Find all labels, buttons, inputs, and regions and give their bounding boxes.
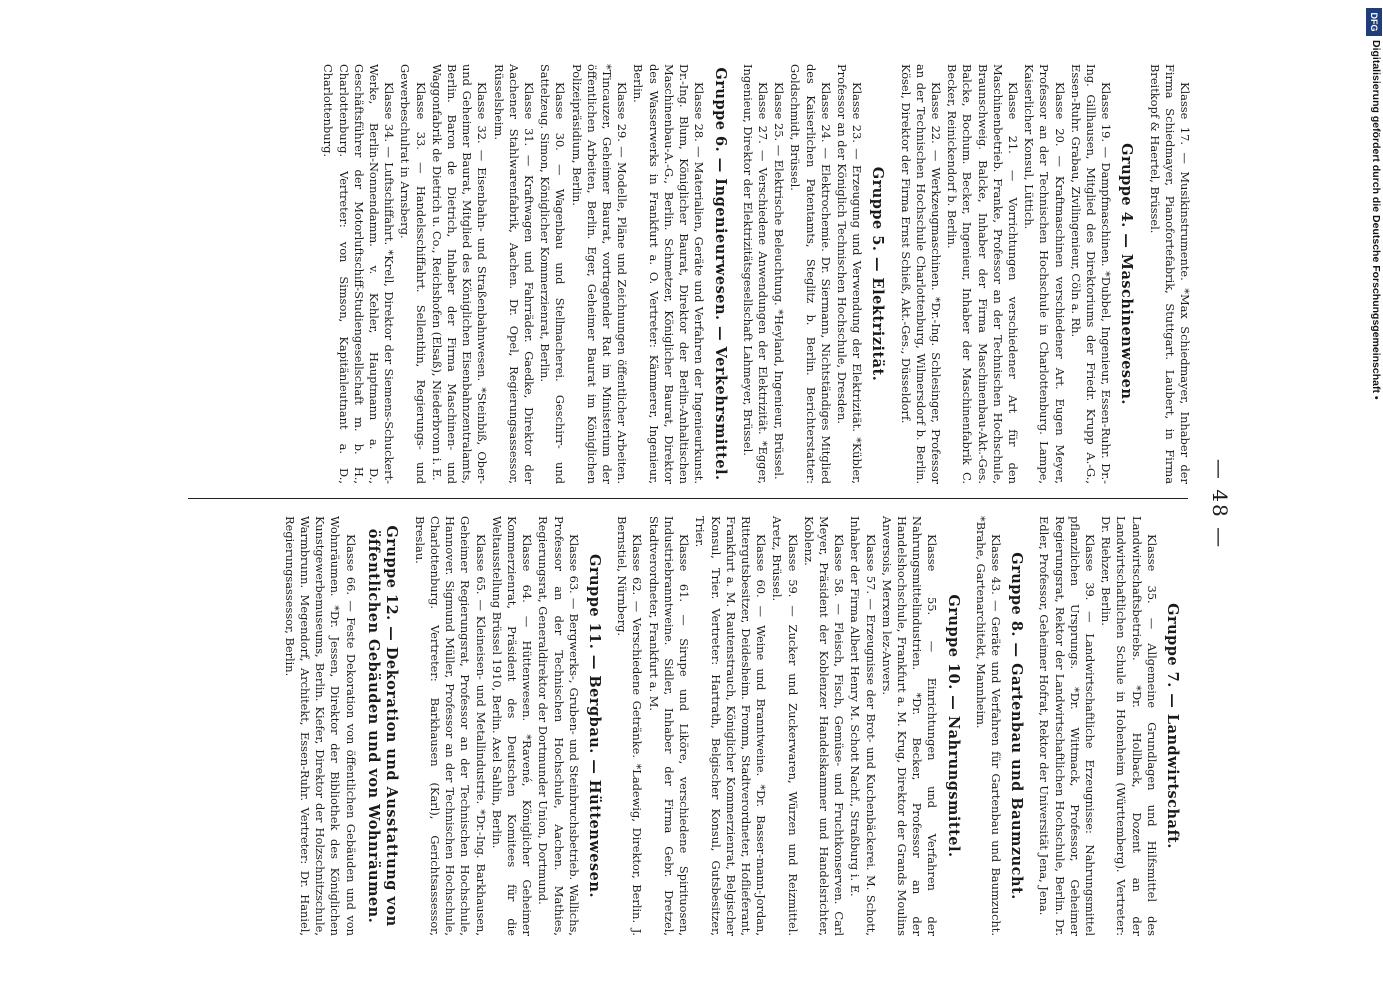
klasse-paragraph: Klasse 27. — Verschiedene Anwendungen der Elektrizität. *Egger, Ingenieur, Direktor der Elektrizitätsgesellschaft Lahmeyer, Brüssel. [740,64,770,484]
dfg-logo: DFG [1366,8,1382,36]
klasse-paragraph: Klasse 66. — Feste Dekoration von öffentlichen Gebäuden und von Wohnräumen. *Dr. Jessen, Direktor der Bibliothek des Königlichen Kunstgewerbemuseums, Berlin. Kiefer, Direktor der Holzschnitzschule, Warmbrunn. Megendorf, Architekt, Essen-Ruhr. Vertreter: Dr. Haniel, Regierungsassessor, Berlin. [282,516,358,936]
klasse-paragraph: Klasse 34. — Luftschiffahrt. *Krell, Direktor der Siemens-Schuckert-Werke, Berlin-Nonnendamm. v. Kehler, Hauptmann a. D., Geschäftsführer der Motorluftschiff-Studiengesellschaft m. b. H., Charlottenburg. Vertreter: von Simson, Kapitänleutnant a. D., Charlottenburg. [321,64,397,484]
group-heading: Gruppe 7. — Landwirtschaft. [1164,603,1181,849]
klasse-paragraph: Klasse 23. — Erzeugung und Verwendung der Elektrizität. *Kübler, Professor an der Königlich Technischen Hochschule, Dresden. [834,64,865,484]
klasse-paragraph: Klasse 22. — Werkzeugmaschinen. *Dr.-Ing. Schlesinger, Professor an der Technischen Hochschule Charlottenburg, Wilmersdorf b. Berlin. Kösel, Direktor der Firma Ernst Schieß, Akt.-Ges., Düsseldorf. [898,64,943,484]
group-heading: Gruppe 4. — Maschinenwesen. [1118,143,1136,405]
klasse-paragraph: Klasse 60. — Weine und Branntweine. *Dr. Basser-mann-Jordan, Rittergutsbesitzer, Deidesheim. Fromm, Stadtverordneter, Hoflieferant, Frankfurt a. M. Rautenstrauch, Königlicher Kommerzienrat, Belgischer Konsul, Trier. Vertreter: Hartrath, Belgischer Konsul, Gutsbesitzer, Trier. [693,516,769,936]
page-number: — 48 — [1208,458,1232,550]
group-heading: Gruppe 11. — Bergbau. — Hüttenwesen. [586,553,604,898]
klasse-paragraph: Klasse 31. — Kraftwagen und Fahrräder. Gaedke, Direktor der Aachener Stahlwarenfabrik, Aachen. Dr. Opel, Regierungsassessor, Rüsselsheim. [491,64,537,484]
klasse-paragraph: Klasse 61. — Sirupe und Liköre, verschiedene Spirituosen, Industriebranntweine. Sidler, Inhaber der Firma Gebr. Dretzel, Stadtverordneter, Frankfurt a. M. [646,516,692,936]
rotated-page [152,64,1232,944]
klasse-paragraph: Klasse 64. — Hüttenwesen. *Ravené, Königlicher Geheimer Kommerzienrat, Präsident des Deutschen Komitees für die Weltausstellung Brüssel 1910, Berlin. Axel Sahlin, Berlin. [489,516,535,936]
klasse-paragraph: Klasse 55. — Einrichtungen und Verfahren der Nahrungsmittelindustrien. *Dr. Becker, Professor an der Handelshochschule, Frankfurt a. M. Krug, Direktor der Grands Moulins Anversois, Merxem lez-Anvers. [879,516,940,936]
klasse-paragraph: Klasse 32. — Eisenbahn- und Straßenbahnwesen. *Steinbiß, Ober- und Geheimer Baurat, Mitglied des Königlichen Eisenbahnzentralamts, Berlin. Baron de Dietrich, Inhaber der Firma Maschinen- und Waggonfabrik de Dietrich u. Co., Reichshofen (Elsaß), Niederbronn i. E. [429,64,490,484]
intro-paragraph: Klasse 17. — Musikinstrumente. *Max Schiedmayer, Inhaber der Firma Schiedmayer, Pianofortefabrik, Stuttgart. Laubert, in Firma Breitkopf & Haertel, Brüssel. [1147,64,1192,484]
group-heading: Gruppe 8. — Gartenbau und Baumzucht. [1008,552,1026,900]
klasse-paragraph: Klasse 28. — Materialien, Geräte und Verfahren der Ingenieurkunst. Dr.-Ing. Blum, Königlicher Baurat, Direktor der Berlin-Anhaltischen Maschinenbau-A.-G., Berlin. Schmetzer, Königlicher Baurat, Direktor des Wasserwerks in Frankfurt a. O. Vertreter: Kämmerer, Ingenieur, Berlin. [631,64,707,484]
left-column [319,64,1192,484]
klasse-paragraph: Klasse 57. — Erzeugnisse der Brot- und Kuchenbäckerei. M. Schott, Inhaber der Firma Albert Henry M. Schott Nachf., Straßburg i. E. [848,516,878,936]
klasse-paragraph: Klasse 19. — Dampfmaschinen. *Dubbel, Ingenieur, Essen-Ruhr. Dr.-Ing. Gillhausen, Mitglied des Direktoriums der Friedr. Krupp A.-G., Essen-Ruhr. Grabau, Zivilingenieur, Cöln a. Rh. [1068,64,1114,484]
klasse-paragraph: Klasse 25. — Elektrische Beleuchtung. *Heyland, Ingenieur, Brüssel. [772,82,787,480]
klasse-paragraph: Klasse 62. — Verschiedene Getränke. *Ladewig, Direktor, Berlin. J. Bernstiel, Nürnberg. [615,516,645,936]
klasse-paragraph: Klasse 35. — Allgemeine Grundlagen und Hilfsmittel des Landwirtschaftsbetriebs. *Dr. Hollback, Dozent an der Landwirtschaftlichen Schule in Hohenheim (Württemberg). Vertreter: Dr. Riehzer, Berlin. [1099,516,1159,936]
klasse-paragraph: Klasse 29. — Modelle, Pläne und Zeichnungen öffentlicher Arbeiten. *Tincauzer, Geheimer Baurat, vortragender Rat im Ministerium der öffentlichen Arbeiten, Berlin. Eger, Geheimer Baurat im Königlichen Polizeipräsidium, Berlin. [569,64,630,484]
right-column [281,516,1192,936]
digitization-caption [1360,40,1380,940]
klasse-paragraph: Klasse 30. — Wagenbau und Stellmacherei. Geschirr- und Sattelzeug. Simon, Königlicher Kommerzienrat, Berlin. [538,64,568,484]
caption-text: Digitalisierung gefördert durch die Deutsche Forschungsgemeinschaft • [1370,40,1382,400]
group-heading: Gruppe 12. — Dekoration und Ausstattung von öffentlichen Gebäuden und von Wohnräumen. [364,525,400,927]
group-heading: Gruppe 5. — Elektrizität. [869,166,887,382]
klasse-paragraph: Klasse 20. — Kraftmaschinen verschiedener Art. Eugen Meyer, Professor an der Technischen Hochschule in Charlottenburg. Lampe, Kaiserlicher Konsul, Lüttich. [1022,64,1067,484]
column-divider [188,498,1188,499]
klasse-paragraph: Klasse 59. — Zucker und Zuckerwaren, Würzen und Reizmittel. Aretz, Brüssel. [770,516,800,936]
group-heading: Gruppe 10. — Nahrungsmittel. [944,594,962,858]
klasse-paragraph: Klasse 65. — Kleineisen- und Metallindustrie. *Dr.-Ing. Barkhausen, Geheimer Regierungsrat, Professor an der Technischen Hochschule, Hannover. Sigmund Müller, Professor an der Technischen Hochschule, Charlottenburg. Vertreter: Barkhausen (Karl), Gerichtsassessor, Breslau. [412,516,488,936]
klasse-paragraph: Klasse 39. — Landwirtschaftliche Erzeugnisse: Nahrungsmittel pflanzlichen Ursprungs. *Dr. Wittmack, Professor, Geheimer Regierungsrat, Rektor der Landwirtschaftlichen Hochschule, Berlin. Dr. Edler, Professor, Geheimer Hofrat, Rektor der Universität Jena, Jena. [1037,516,1097,936]
klasse-paragraph: Klasse 43. — Geräte und Verfahren für Gartenbau und Baumzucht. *Brahe, Gartenarchitekt, Mannheim. [973,516,1003,936]
klasse-paragraph: Klasse 58. — Fleisch, Fisch, Gemüse- und Fruchtkonserven. Carl Meyer, Präsident der Koblenzer Handelskammer und Handelsrichter, Koblenz. [801,516,847,936]
klasse-paragraph: Klasse 63. — Bergwerks-, Gruben- und Steinbruchsbetrieb. Wallichs, Professor an der Technischen Hochschule, Aachen. Mathies, Regierungsrat, Generaldirektor der Dortmunder Union, Dortmund. [536,516,581,936]
group-heading: Gruppe 6. — Ingenieurwesen. — Verkehrsmittel. [711,67,729,481]
klasse-paragraph: Klasse 33. — Handelsschiffahrt. Sellenthin, Regierungs- und Gewerbeschulrat in Arnsberg. [398,64,428,484]
klasse-paragraph: Klasse 24. — Elektrochemie. Dr. Siermann, Nichtständiges Mitglied des Kaiserlichen Patentamts, Steglitz b. Berlin. Berichterstatter: Goldschmidt, Brüssel. [788,64,833,484]
klasse-paragraph: Klasse 21. — Vorrichtungen verschiedener Art für den Maschinenbetrieb. Franke, Professor an der Technischen Hochschule, Braunschweig. Balcke, Inhaber der Firma Maschinenbau-Akt.-Ges. Balcke, Bochum. Becker, Ingenieur, Inhaber der Maschinenfabrik C. Becker, Reinickendorf b. Berlin. [945,64,1020,484]
